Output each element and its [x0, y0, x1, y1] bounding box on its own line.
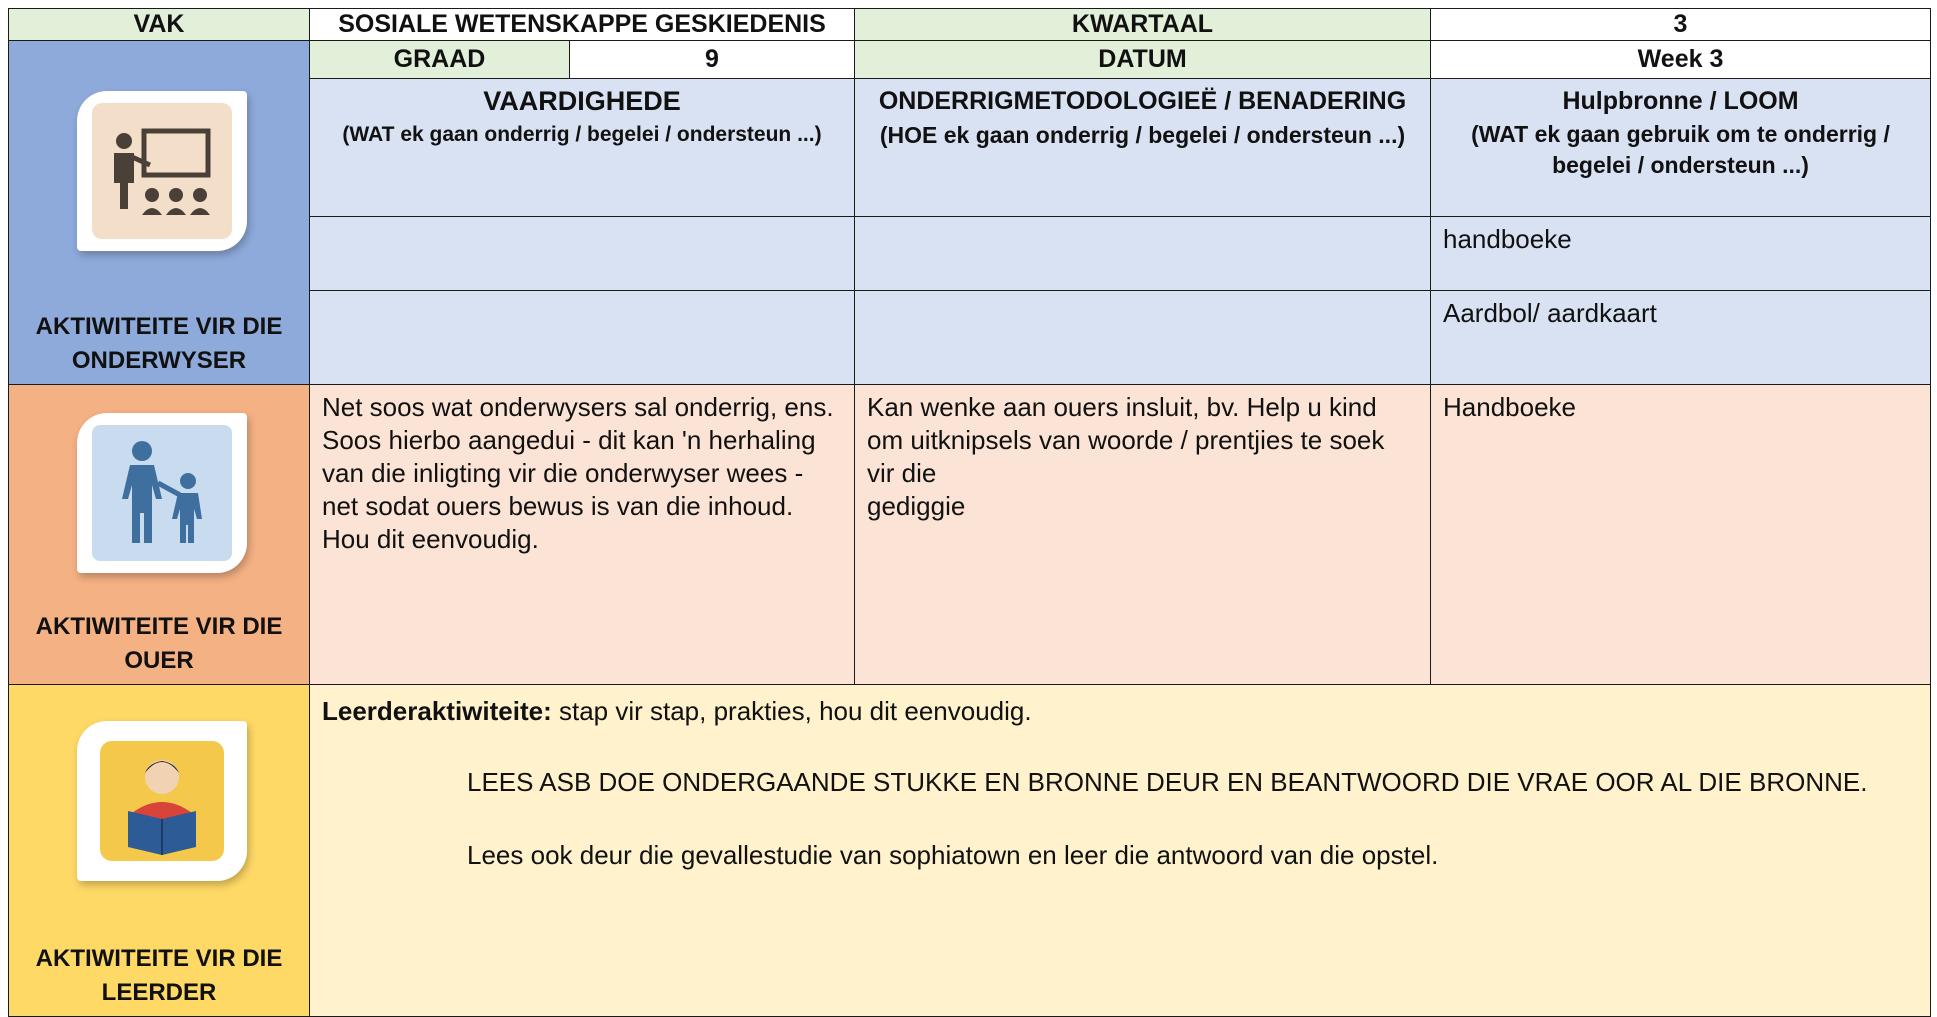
parent-child-icon: [92, 425, 232, 561]
teacher-method-cell-2: [855, 291, 1431, 385]
teacher-resources-cell-2: Aardbol/ aardkaart: [1431, 291, 1931, 385]
term-label: KWARTAAL: [855, 9, 1431, 41]
learner-section-label: AKTIWITEITE VIR DIE LEERDER: [35, 945, 283, 1006]
parent-section-side: [9, 385, 310, 685]
parent-method-text-2: gediggie: [867, 491, 966, 521]
teacher-icon-card: [77, 91, 247, 251]
learner-instruction-2: Lees ook deur die gevallestudie van sophiatown en leer die antwoord van die opstel.: [467, 840, 1439, 870]
learner-icon-card: [77, 721, 247, 881]
method-column-heading: [855, 79, 1431, 217]
teacher-section-side: [9, 41, 310, 385]
parent-section-label: AKTIWITEITE VIR DIE OUER: [35, 613, 283, 674]
resources-subtitle: (WAT ek gaan gebruik om te onderrig / begelei / ondersteun ...): [1471, 121, 1890, 178]
learner-activities-cell: [310, 685, 1931, 1017]
parent-method-cell: [855, 385, 1431, 685]
learner-lead: [322, 695, 1918, 728]
parent-skills-text-2: Hou dit eenvoudig.: [322, 524, 539, 554]
term-value: 3: [1431, 9, 1931, 41]
teacher-section-label: AKTIWITEITE VIR DIE ONDERWYSER: [35, 313, 283, 374]
resources-title: Hulpbronne / LOOM: [1562, 87, 1799, 115]
learner-instruction-1: LEES ASB DOE ONDERGAANDE STUKKE EN BRONNE DEUR EN BEANTWOORD DIE VRAE OOR AL DIE BRONNE.: [467, 767, 1868, 797]
reading-student-icon: [92, 733, 232, 869]
lesson-plan-table: [8, 8, 1931, 1017]
parent-skills-cell: [310, 385, 855, 685]
learner-lead-bold: Leerderaktiwiteite:: [322, 696, 552, 726]
method-subtitle: (HOE ek gaan onderrig / begelei / ondersteun ...): [879, 122, 1406, 148]
teacher-skills-cell-1: [310, 217, 855, 291]
date-value: Week 3: [1431, 41, 1931, 79]
learner-section-side: [9, 685, 310, 1017]
grade-value: 9: [570, 41, 855, 79]
skills-subtitle: (WAT ek gaan onderrig / begelei / ondersteun ...): [342, 123, 822, 146]
parent-method-text: Kan wenke aan ouers insluit, bv. Help u kind om uitknipsels van woorde / prentjies te soek vir die: [867, 392, 1385, 488]
teacher-skills-cell-2: [310, 291, 855, 385]
learner-lead-text: stap vir stap, prakties, hou dit eenvoudig.: [551, 696, 1032, 726]
teacher-method-cell-1: [855, 217, 1431, 291]
skills-title: VAARDIGHEDE: [483, 86, 681, 116]
subject-value: SOSIALE WETENSKAPPE GESKIEDENIS: [310, 9, 855, 41]
method-title: ONDERRIGMETODOLOGIEË / BENADERING: [878, 87, 1407, 115]
grade-label: GRAAD: [310, 41, 570, 79]
skills-column-heading: [310, 79, 855, 217]
subject-label: VAK: [9, 9, 310, 41]
parent-skills-text: Net soos wat onderwysers sal onderrig, ens. Soos hierbo aangedui - dit kan 'n herhaling van die inligting vir die onderwyser wees - net sodat ouers bewus is van die inhoud.: [322, 392, 834, 521]
teacher-resources-cell-1: handboeke: [1431, 217, 1931, 291]
parent-icon-card: [77, 413, 247, 573]
resources-column-heading: [1431, 79, 1931, 217]
teacher-classroom-icon: [92, 103, 232, 239]
parent-resources-cell: Handboeke: [1431, 385, 1931, 685]
date-label: DATUM: [855, 41, 1431, 79]
